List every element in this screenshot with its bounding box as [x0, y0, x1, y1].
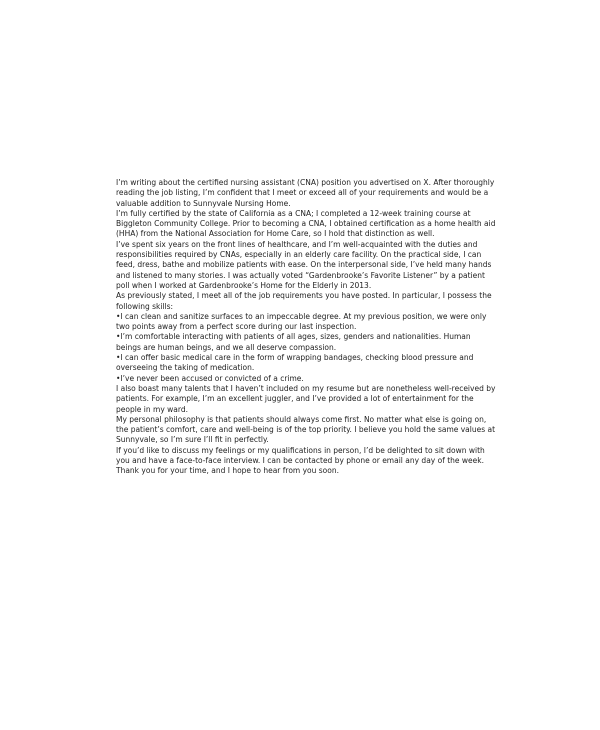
letter-paragraph-philosophy: My personal philosophy is that patients should always come first. No matter what else is going on, the patient’s comfort, care and well-being is of the top priority. I believe you hold the same values at Sunnyvale, so I’m sure I’ll fit in perfectly.	[116, 414, 496, 445]
letter-paragraph-skills-intro: As previously stated, I meet all of the job requirements you have posted. In particular, I possess the following skills:	[116, 291, 492, 311]
letter-paragraph-experience: I’ve spent six years on the front lines of healthcare, and I’m well-acquainted with the duties and responsibilities required by CNAs, especially in an elderly care facility. On the practical side, I can feed, dress, bathe and mobilize patients with ease. On the interpersonal side, I’ve held many hands and listened to many stories. I was actually voted “Gardenbrooke’s Favorite Listener” by a patient poll when I worked at Gardenbrooke’s Home for the Elderly in 2013.	[116, 239, 492, 290]
letter-bullet-no-crime: •I’ve never been accused or convicted of a crime.	[116, 373, 304, 383]
letter-bullet-medical-care: •I can offer basic medical care in the form of wrapping bandages, checking blood pressure and overseeing the taking of medication.	[116, 353, 474, 373]
letter-bullet-sanitize: •I can clean and sanitize surfaces to an impeccable degree. At my previous position, we were only two points away from a perfect score during our last inspection.	[116, 311, 487, 332]
letter-paragraph-certification: I’m fully certified by the state of California as a CNA; I completed a 12-week training course at Biggleton Community College. Prior to becoming a CNA, I obtained certification as a home health aid (HHA) from the National Association for Home Care, so I hold that distinction as well.	[116, 208, 496, 239]
letter-paragraph-talents: I also boast many talents that I haven’t included on my resume but are nonetheless well-received by patients. For example, I’m an excellent juggler, and I’ve provided a lot of entertainment for the people in my ward.	[116, 383, 496, 414]
letter-paragraph-closing: If you’d like to discuss my feelings or my qualifications in person, I’d be delighted to sit down with you and have a face-to-face interview. I can be contacted by phone or email any day of the week. Thank you for your time, and I hope to hear from you soon.	[116, 445, 485, 476]
cover-letter-body	[116, 178, 496, 477]
letter-paragraph-intro: I’m writing about the certified nursing assistant (CNA) position you advertised on X. After thoroughly reading the job listing, I’m confident that I meet or exceed all of your requirements and would be a valuable addition to Sunnyvale Nursing Home.	[116, 178, 495, 208]
letter-bullet-interacting: •I’m comfortable interacting with patients of all ages, sizes, genders and nationalities. Human beings are human beings, and we all deserve compassion.	[116, 332, 471, 352]
